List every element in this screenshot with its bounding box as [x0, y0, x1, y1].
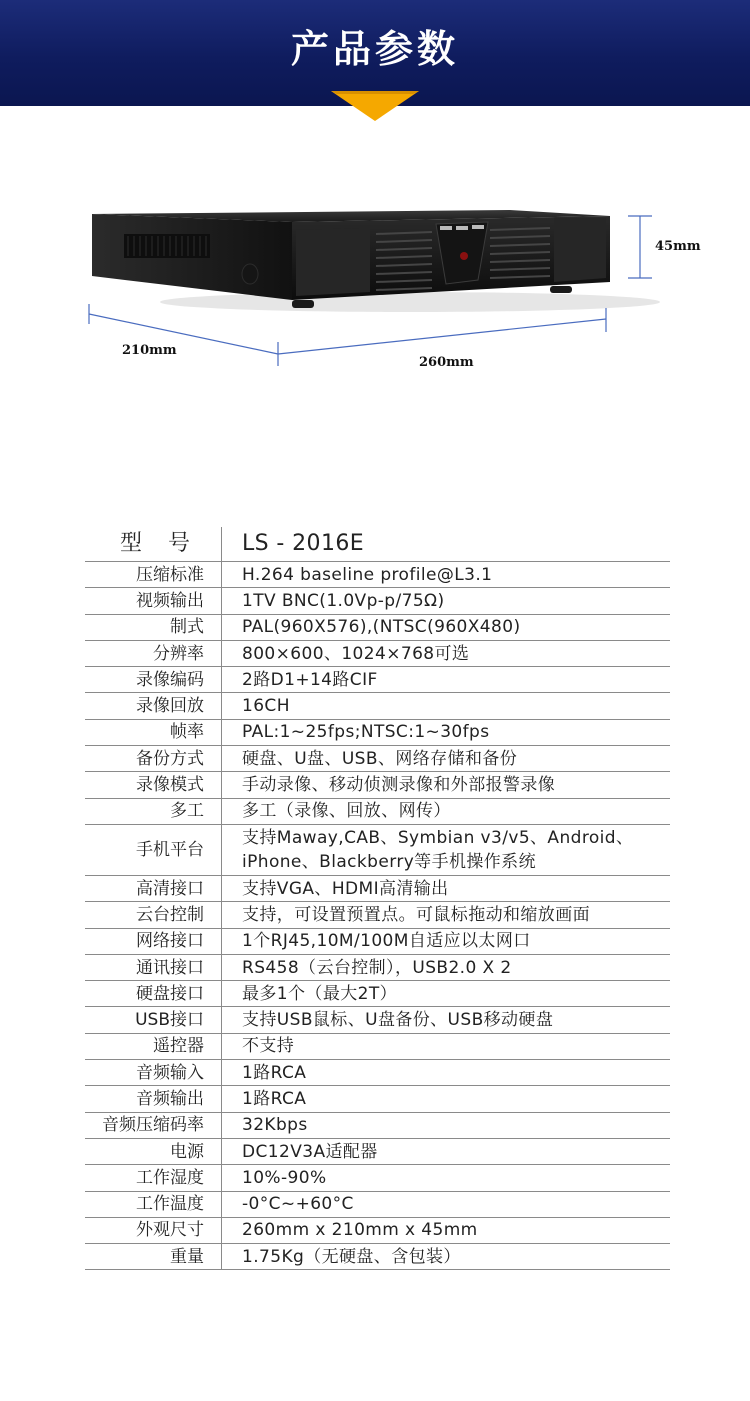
spec-value: 2路D1+14路CIF [222, 667, 671, 693]
spec-value: 32Kbps [222, 1112, 671, 1138]
spec-value: LS - 2016E [222, 527, 671, 562]
table-row [85, 1086, 670, 1112]
spec-label: 通讯接口 [85, 954, 222, 980]
spec-label: USB接口 [85, 1007, 222, 1033]
spec-value: 多工（录像、回放、网传） [222, 798, 671, 824]
spec-label: 多工 [85, 798, 222, 824]
table-row [85, 824, 670, 875]
spec-label: 音频输入 [85, 1060, 222, 1086]
spec-label: 硬盘接口 [85, 981, 222, 1007]
chevron-down-icon [331, 91, 419, 121]
spec-value: 10%-90% [222, 1165, 671, 1191]
table-row [85, 719, 670, 745]
dimension-width-label: 260mm [419, 355, 474, 370]
table-row [85, 928, 670, 954]
spec-value: 最多1个（最大2T） [222, 981, 671, 1007]
table-row [85, 1060, 670, 1086]
spec-label: 手机平台 [85, 824, 222, 875]
spec-value: 不支持 [222, 1033, 671, 1059]
spec-label: 录像编码 [85, 667, 222, 693]
spec-value: 支持VGA、HDMI高清输出 [222, 875, 671, 901]
table-row [85, 1007, 670, 1033]
table-row [85, 1244, 670, 1270]
spec-label: 备份方式 [85, 746, 222, 772]
spec-label: 云台控制 [85, 902, 222, 928]
table-row [85, 1112, 670, 1138]
table-row [85, 902, 670, 928]
spec-value: -0°C~+60°C [222, 1191, 671, 1217]
spec-label: 分辨率 [85, 640, 222, 666]
spec-label: 型号 [85, 527, 222, 562]
spec-label: 电源 [85, 1138, 222, 1164]
table-row [85, 746, 670, 772]
spec-value: 800×600、1024×768可选 [222, 640, 671, 666]
table-row [85, 588, 670, 614]
spec-value: 支持USB鼠标、U盘备份、USB移动硬盘 [222, 1007, 671, 1033]
spec-value: DC12V3A适配器 [222, 1138, 671, 1164]
spec-label: 录像模式 [85, 772, 222, 798]
dvr-product-image [80, 200, 700, 390]
dimension-depth-label: 210mm [122, 343, 177, 358]
spec-label: 视频输出 [85, 588, 222, 614]
spec-label: 外观尺寸 [85, 1217, 222, 1243]
spec-value: 1个RJ45,10M/100M自适应以太网口 [222, 928, 671, 954]
spec-label: 工作湿度 [85, 1165, 222, 1191]
table-row [85, 1217, 670, 1243]
spec-table [85, 527, 670, 1270]
spec-label: 遥控器 [85, 1033, 222, 1059]
spec-label: 网络接口 [85, 928, 222, 954]
table-row [85, 1033, 670, 1059]
table-row [85, 875, 670, 901]
table-row [85, 527, 670, 562]
spec-label: 压缩标准 [85, 562, 222, 588]
spec-label: 高清接口 [85, 875, 222, 901]
table-row [85, 798, 670, 824]
spec-value: PAL(960X576),(NTSC(960X480) [222, 614, 671, 640]
table-row [85, 772, 670, 798]
spec-value: 1路RCA [222, 1086, 671, 1112]
spec-value: 1路RCA [222, 1060, 671, 1086]
spec-label: 帧率 [85, 719, 222, 745]
spec-label: 重量 [85, 1244, 222, 1270]
spec-value: 支持，可设置预置点。可鼠标拖动和缩放画面 [222, 902, 671, 928]
spec-value: RS458（云台控制），USB2.0 X 2 [222, 954, 671, 980]
spec-label: 音频输出 [85, 1086, 222, 1112]
spec-value: 16CH [222, 693, 671, 719]
table-row [85, 981, 670, 1007]
spec-value: 260mm x 210mm x 45mm [222, 1217, 671, 1243]
table-row [85, 693, 670, 719]
spec-label: 音频压缩码率 [85, 1112, 222, 1138]
spec-value: 1TV BNC(1.0Vp-p/75Ω) [222, 588, 671, 614]
spec-value: 手动录像、移动侦测录像和外部报警录像 [222, 772, 671, 798]
table-row [85, 562, 670, 588]
dimension-height-label: 45mm [655, 239, 701, 254]
table-row [85, 954, 670, 980]
table-row [85, 1165, 670, 1191]
spec-value: 1.75Kg（无硬盘、含包装） [222, 1244, 671, 1270]
spec-value: H.264 baseline profile@L3.1 [222, 562, 671, 588]
spec-label: 录像回放 [85, 693, 222, 719]
table-row [85, 640, 670, 666]
table-row [85, 1138, 670, 1164]
spec-value: PAL:1~25fps;NTSC:1~30fps [222, 719, 671, 745]
banner-title: 产品参数 [290, 27, 459, 71]
spec-value: 硬盘、U盘、USB、网络存储和备份 [222, 746, 671, 772]
spec-label: 工作温度 [85, 1191, 222, 1217]
table-row [85, 614, 670, 640]
spec-label: 制式 [85, 614, 222, 640]
table-row [85, 667, 670, 693]
table-row [85, 1191, 670, 1217]
spec-value: 支持Maway,CAB、Symbian v3/v5、Android、iPhone、Blackberry等手机操作系统 [222, 824, 671, 875]
